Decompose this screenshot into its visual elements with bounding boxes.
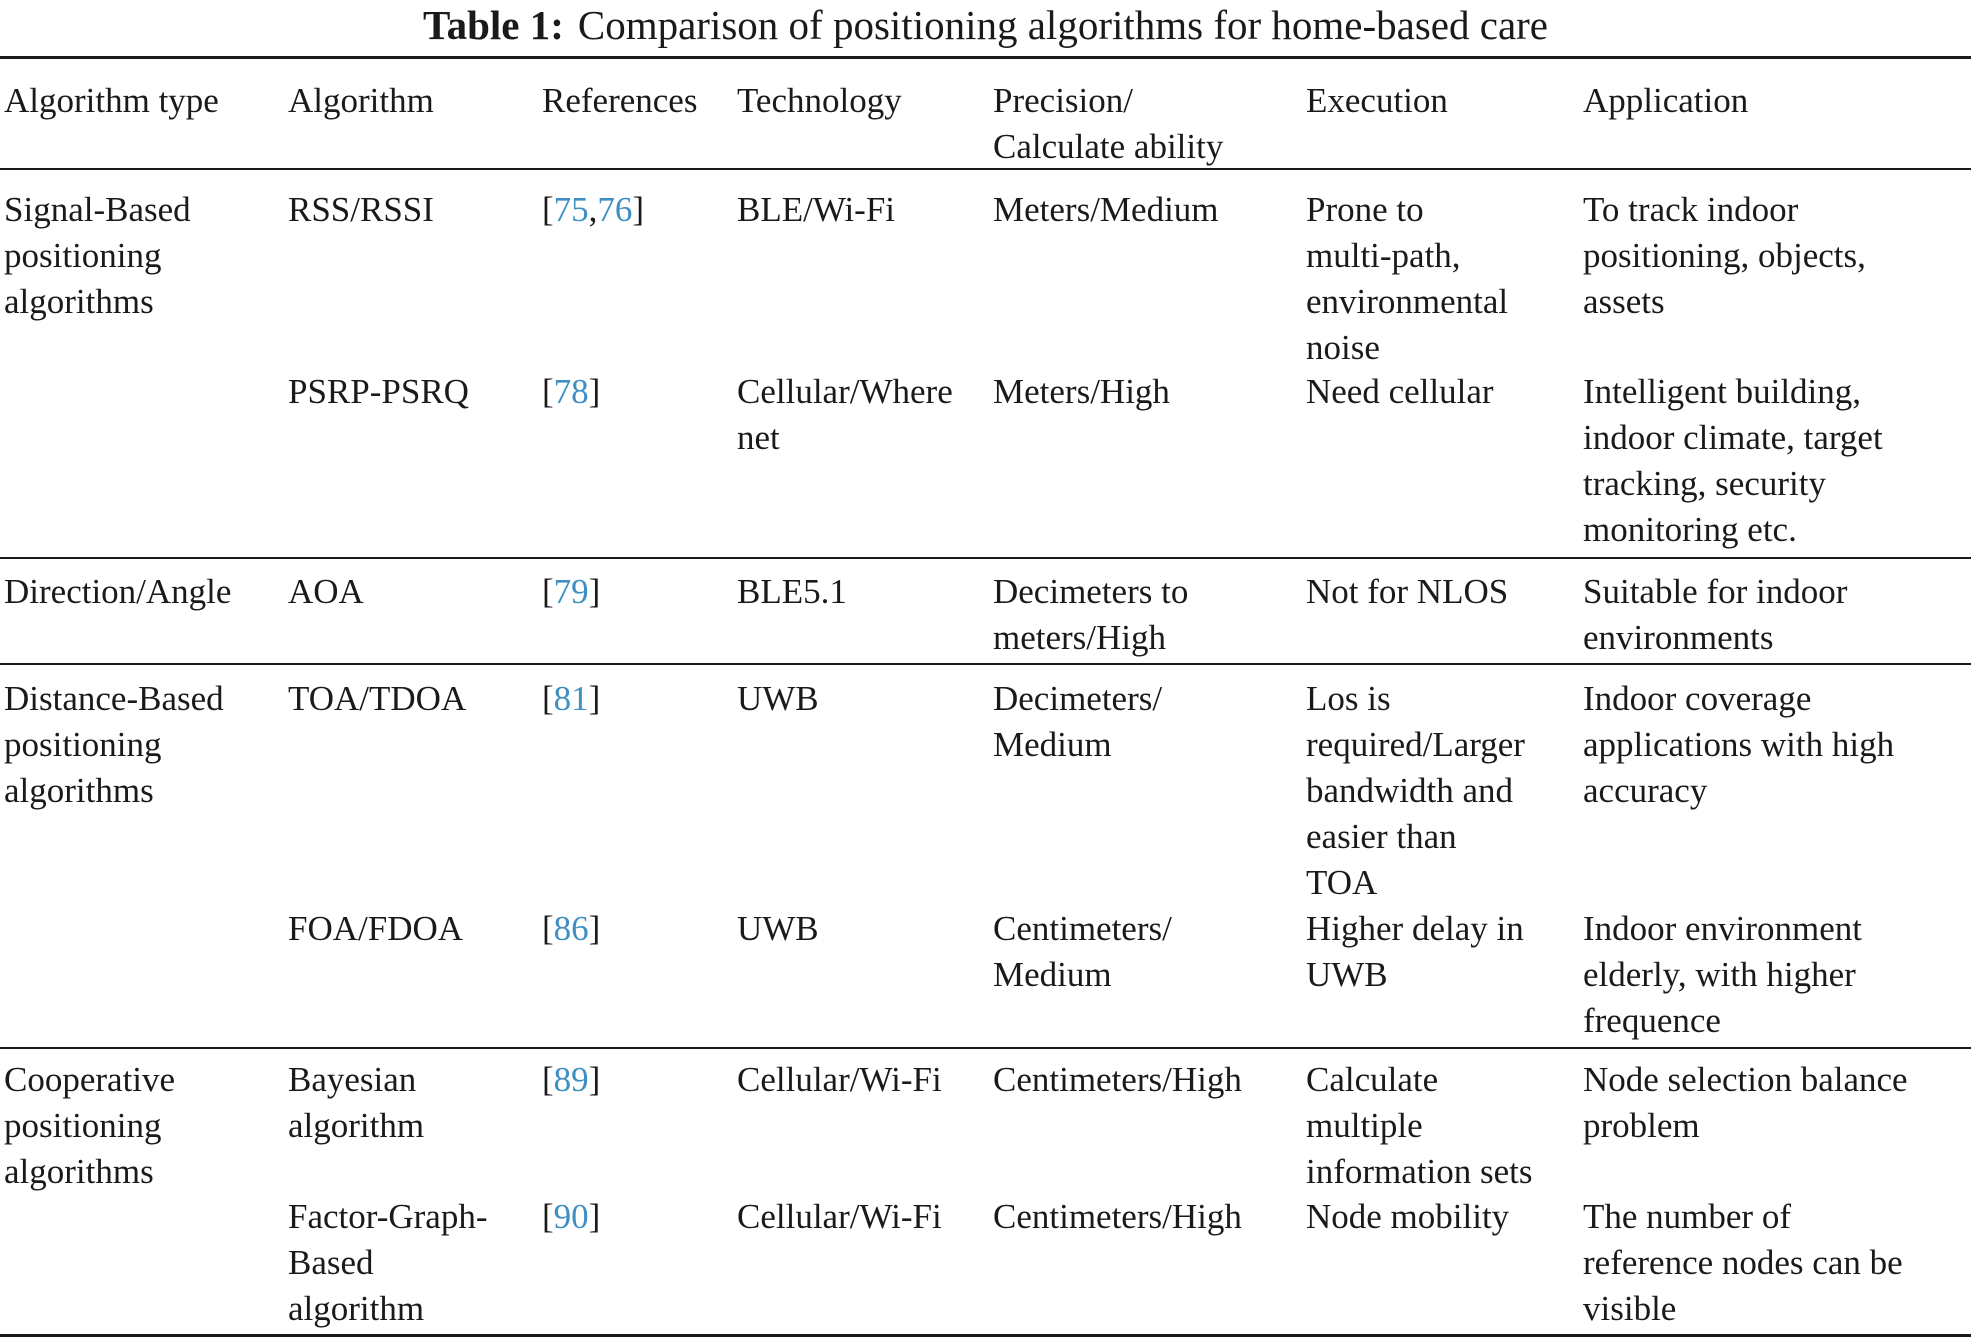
precision-cell: Meters/High [993,372,1170,411]
bottom-rule [0,1334,1971,1337]
reference-link[interactable]: 75 [553,190,589,229]
execution-cell: Need cellular [1306,372,1494,411]
execution-cell: Higher delay in UWB [1306,909,1524,994]
group-type-cooperative: Cooperative positioning algorithms [4,1060,176,1191]
group-type-distance-based: Distance-Based positioning algorithms [4,679,224,810]
technology-cell: Cellular/Wi-Fi [737,1197,942,1236]
execution-cell: Node mobility [1306,1197,1510,1236]
group-rule [0,663,1971,665]
references-cell: [90] [542,1197,601,1236]
precision-cell: Centimeters/High [993,1197,1242,1236]
execution-cell: Not for NLOS [1306,572,1509,611]
reference-link[interactable]: 86 [553,909,589,948]
table-caption [0,0,1971,54]
technology-cell: Cellular/Where net [737,372,953,457]
technology-cell: UWB [737,909,819,948]
header-application: Application [1583,81,1749,120]
precision-cell: Decimeters to meters/High [993,572,1189,657]
references-cell: [86] [542,909,601,948]
technology-cell: BLE/Wi-Fi [737,190,896,229]
caption-label: Table 1: [422,2,564,48]
precision-cell: Centimeters/High [993,1060,1242,1099]
algorithm-cell: FOA/FDOA [288,909,464,948]
application-cell: Node selection balance problem [1583,1060,1908,1145]
caption-title: Comparison of positioning algorithms for home-based care [577,2,1549,48]
algorithm-cell: PSRP-PSRQ [288,372,469,411]
reference-link[interactable]: 78 [553,372,589,411]
application-cell: Indoor coverage applications with high accuracy [1583,679,1895,810]
header-algorithm-type: Algorithm type [4,81,219,120]
references-cell: [78] [542,372,601,411]
application-cell: Indoor environment elderly, with higher frequence [1583,909,1862,1040]
top-rule [0,56,1971,59]
precision-cell: Centimeters/ Medium [993,909,1172,994]
group-rule [0,557,1971,559]
reference-link[interactable]: 79 [553,572,589,611]
header-algorithm: Algorithm [288,81,434,120]
header-rule [0,168,1971,170]
application-cell: Suitable for indoor environments [1583,572,1848,657]
reference-link[interactable]: 76 [597,190,633,229]
execution-cell: Los is required/Larger bandwidth and easier than TOA [1306,679,1525,902]
algorithm-cell: Factor-Graph- Based algorithm [288,1197,488,1328]
precision-cell: Meters/Medium [993,190,1219,229]
technology-cell: Cellular/Wi-Fi [737,1060,942,1099]
application-cell: To track indoor positioning, objects, assets [1583,190,1866,321]
header-execution: Execution [1306,81,1448,120]
technology-cell: BLE5.1 [737,572,847,611]
header-technology: Technology [737,81,902,120]
execution-cell: Calculate multiple information sets [1306,1060,1533,1191]
reference-link[interactable]: 81 [553,679,589,718]
references-cell: [89] [542,1060,601,1099]
group-type-signal-based: Signal-Based positioning algorithms [4,190,191,321]
execution-cell: Prone to multi-path, environmental noise [1306,190,1509,367]
references-cell: [79] [542,572,601,611]
header-references: References [542,81,698,120]
group-type-direction-angle: Direction/Angle [4,572,232,611]
application-cell: The number of reference nodes can be visible [1583,1197,1903,1328]
algorithm-cell: AOA [288,572,364,611]
reference-link[interactable]: 89 [553,1060,589,1099]
algorithm-cell: RSS/RSSI [288,190,434,229]
header-precision: Precision/ Calculate ability [993,81,1224,166]
algorithm-cell: Bayesian algorithm [288,1060,425,1145]
application-cell: Intelligent building, indoor climate, target tracking, security monitoring etc. [1583,372,1883,549]
references-cell: [75,76] [542,190,645,229]
references-cell: [81] [542,679,601,718]
algorithm-cell: TOA/TDOA [288,679,467,718]
group-rule [0,1047,1971,1049]
technology-cell: UWB [737,679,819,718]
reference-link[interactable]: 90 [553,1197,589,1236]
precision-cell: Decimeters/ Medium [993,679,1163,764]
